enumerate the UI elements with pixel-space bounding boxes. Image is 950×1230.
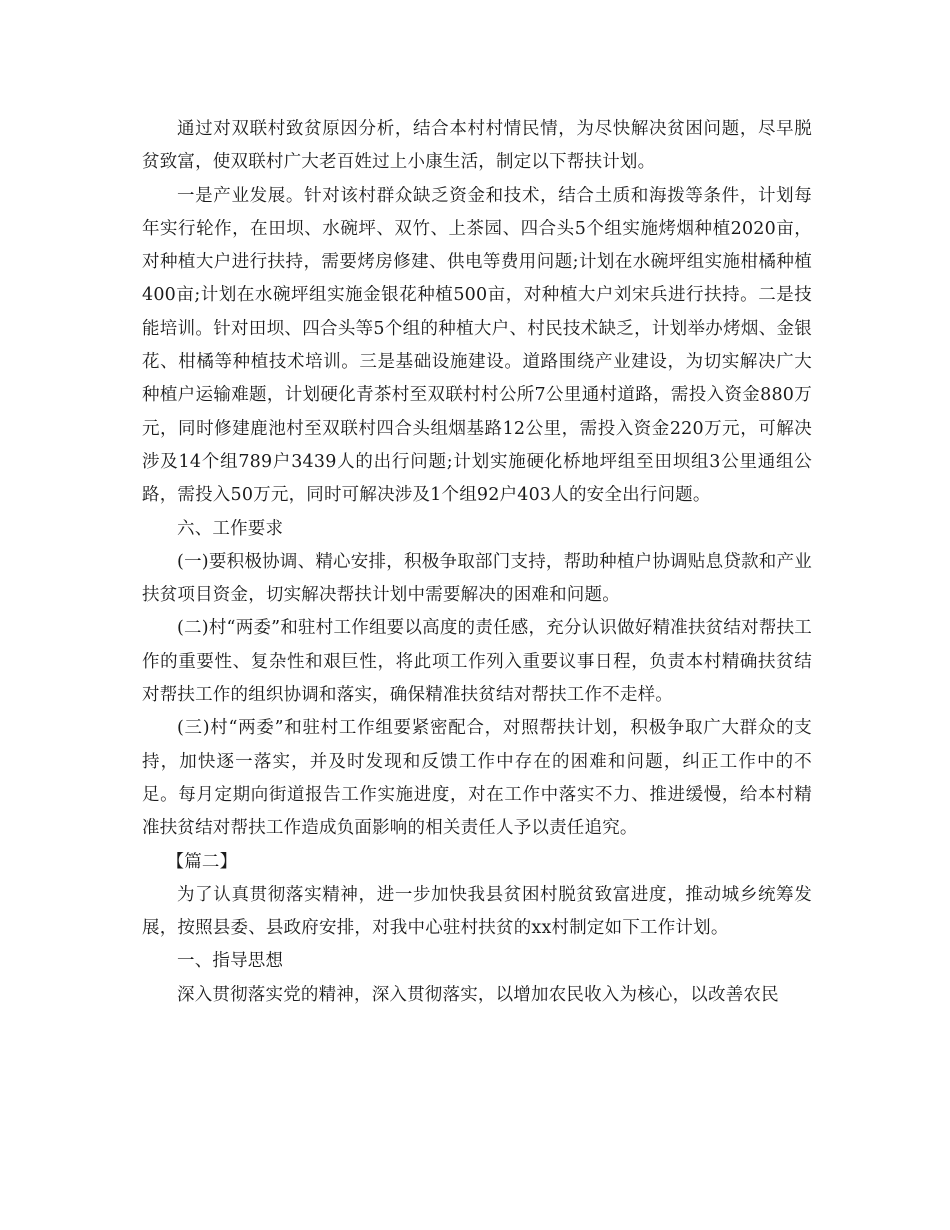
paragraph-requirement-2: (二)村“两委”和驻村工作组要以高度的责任感，充分认识做好精准扶贫结对帮扶工作的重要性、复杂性和艰巨性，将此项工作列入重要议事日程，负责本村精确扶贫结对帮扶工作的组织协调和落实，确保精准扶贫结对帮扶工作不走样。 bbox=[142, 618, 812, 706]
heading-work-requirements: 六、工作要求 bbox=[177, 518, 284, 539]
paragraph-requirement-1: (一)要积极协调、精心安排，积极争取部门支持，帮助种植户协调贴息贷款和产业扶贫项目资金，切实解决帮扶计划中需要解决的困难和问题。 bbox=[142, 551, 812, 606]
document-page bbox=[142, 113, 812, 1012]
heading-guiding-ideology: 一、指导思想 bbox=[177, 951, 284, 972]
paragraph-guiding-ideology: 深入贯彻落实党的精神，深入贯彻落实，以增加农民收入为核心，以改善农民 bbox=[177, 984, 779, 1005]
section-tag-part-two: 【篇二】 bbox=[166, 851, 238, 872]
paragraph-requirement-3: (三)村“两委”和驻村工作组要紧密配合，对照帮扶计划，积极争取广大群众的支持，加快逐一落实，并及时发现和反馈工作中存在的困难和问题，纠正工作中的不足。每月定期向街道报告工作实施进度，对在工作中落实不力、推进缓慢，给本村精准扶贫结对帮扶工作造成负面影响的相关责任人予以责任追究。 bbox=[142, 718, 812, 839]
paragraph-part-two-intro: 为了认真贯彻落实精神，进一步加快我县贫困村脱贫致富进度，推动城乡统筹发展，按照县委、县政府安排，对我中心驻村扶贫的xx村制定如下工作计划。 bbox=[142, 884, 812, 939]
paragraph-plan: 一是产业发展。针对该村群众缺乏资金和技术，结合土质和海拨等条件，计划每年实行轮作，在田坝、水碗坪、双竹、上茶园、四合头5个组实施烤烟种植2020亩，对种植大户进行扶持，需要烤房修建、供电等费用问题;计划在水碗坪组实施柑橘种植400亩;计划在水碗坪组实施金银花种植500亩，对种植大户刘宋兵进行扶持。二是技能培训。针对田坝、四合头等5个组的种植大户、村民技术缺乏，计划举办烤烟、金银花、柑橘等种植技术培训。三是基础设施建设。道路围绕产业建设，为切实解决广大种植户运输难题，计划硬化青茶村至双联村村公所7公里通村道路，需投入资金880万元，同时修建鹿池村至双联村四合头组烟基路12公里，需投入资金220万元，可解决涉及14个组789户3439人的出行问题;计划实施硬化桥地坪组至田坝组3公里通组公路，需投入50万元，同时可解决涉及1个组92户403人的安全出行问题。 bbox=[142, 185, 812, 506]
paragraph-intro: 通过对双联村致贫原因分析，结合本村村情民情，为尽快解决贫困问题，尽早脱贫致富，使双联村广大老百姓过上小康生活，制定以下帮扶计划。 bbox=[142, 119, 812, 173]
